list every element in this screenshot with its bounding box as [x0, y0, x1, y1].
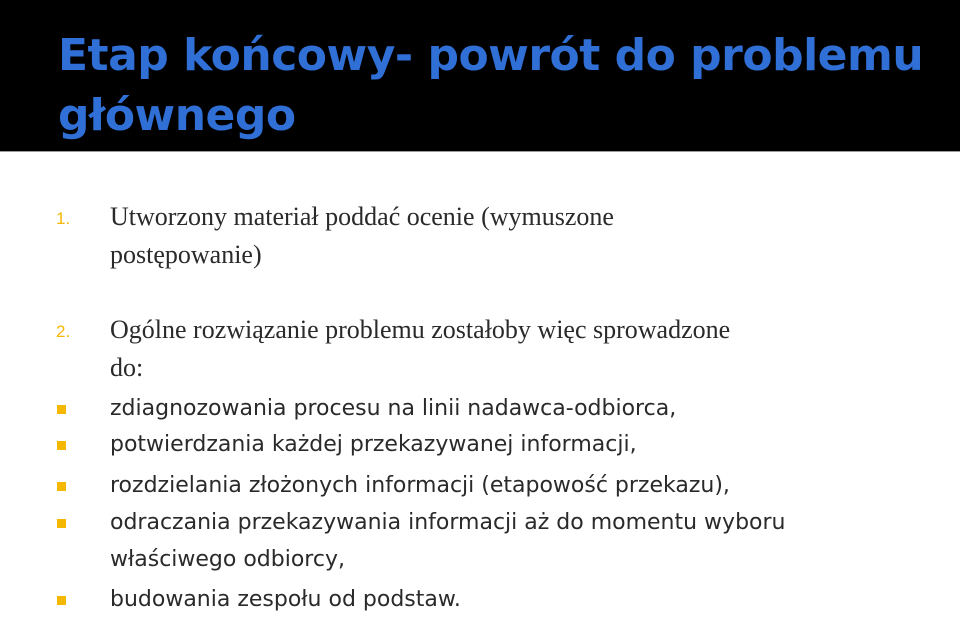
bullet-item-5: budowania zespołu od podstaw. — [110, 587, 461, 612]
bullet-marker-2 — [57, 441, 66, 450]
list-number-1: 1. — [56, 209, 71, 228]
bullet-item-2: potwierdzania każdej przekazywanej informacji, — [110, 432, 637, 457]
bullet-marker-3 — [57, 482, 66, 491]
list-item-2-line-1: Ogólne rozwiązanie problemu zostałoby więc sprowadzone — [110, 315, 731, 344]
bullet-item-1: zdiagnozowania procesu na linii nadawca-odbiorca, — [110, 396, 677, 421]
bullet-item-3: rozdzielania złożonych informacji (etapowość przekazu), — [110, 473, 730, 498]
list-item-1-line-1: Utworzony materiał poddać ocenie (wymuszone — [110, 202, 614, 231]
list-item-1-line-2: postępowanie) — [110, 240, 262, 269]
bullet-marker-5 — [57, 596, 66, 605]
bullet-item-4-line-1: odraczania przekazywania informacji aż do momentu wyboru — [110, 510, 786, 535]
list-item-2-line-2: do: — [110, 353, 144, 382]
bullet-marker-4 — [57, 519, 66, 528]
list-number-2: 2. — [56, 322, 71, 341]
bullet-marker-1 — [57, 405, 66, 414]
slide-title: Etap końcowy- powrót do problemu głównego — [58, 30, 924, 141]
bullet-item-4-line-2: właściwego odbiorcy, — [110, 547, 345, 572]
